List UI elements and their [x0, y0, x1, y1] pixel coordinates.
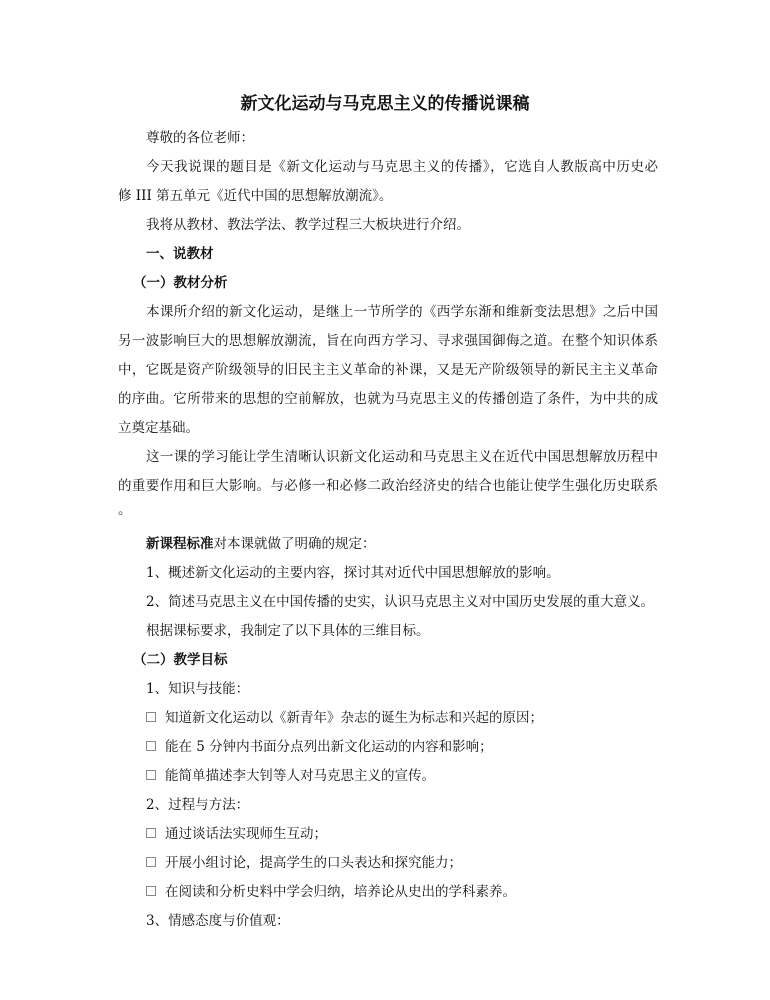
greeting: 尊敬的各位老师： [146, 130, 254, 146]
goal3-heading: 3、情感态度与价值观： [146, 913, 290, 929]
standard-line [146, 534, 376, 554]
para1-line-2: 另一波影响巨大的思想解放潮流，旨在向西方学习、寻求强国御侮之道。在整个知识体系 [118, 333, 658, 349]
intro-line-2: 修 III 第五单元《近代中国的思想解放潮流》。 [118, 188, 393, 204]
goal2-heading: 2、过程与方法： [146, 797, 250, 813]
section-heading-1: 一、说教材 [146, 246, 214, 262]
goal1-heading: 1、知识与技能： [146, 681, 250, 697]
para2-line-3: 。 [118, 502, 132, 518]
plan-text: 我将从教材、教法学法、教学过程三大板块进行介绍。 [146, 217, 470, 233]
list-item: 在阅读和分析史料中学会归纳，培养论从史出的学科素养。 [146, 882, 516, 902]
para1-line-5: 立奠定基础。 [118, 420, 199, 436]
list-item: 能简单描述李大钊等人对马克思主义的宣传。 [146, 766, 435, 786]
list-item: 能在 5 分钟内书面分点列出新文化运动的内容和影响； [146, 737, 493, 757]
checkbox-icon [146, 886, 156, 896]
intro-line-1: 今天我说课的题目是《新文化运动与马克思主义的传播》，它选自人教版高中历史必 [146, 159, 658, 175]
subsection-heading-1: （一）教材分析 [133, 275, 228, 291]
subsection-heading-2: （二）教学目标 [133, 652, 228, 668]
checkbox-icon [146, 712, 156, 722]
checkbox-icon [146, 828, 156, 838]
list-item: 开展小组讨论，提高学生的口头表达和探究能力； [146, 853, 462, 873]
para1-line-4: 的序曲。它所带来的思想的空前解放，也就为马克思主义的传播创造了条件，为中共的成 [118, 391, 658, 407]
list-item: 知道新文化运动以《新青年》杂志的诞生为标志和兴起的原因； [146, 708, 543, 728]
goals-intro: 根据课标要求，我制定了以下具体的三维目标。 [146, 623, 430, 639]
para1-line-3: 中，它既是资产阶级领导的旧民主主义革命的补课，又是无产阶级领导的新民主主义革命 [118, 362, 658, 378]
requirement-1: 1、概述新文化运动的主要内容，探讨其对近代中国思想解放的影响。 [146, 565, 560, 581]
para2-line-1: 这一课的学习能让学生清晰认识新文化运动和马克思主义在近代中国思想解放历程中 [146, 449, 658, 465]
standard-bold: 新课程标准 [146, 536, 214, 552]
checkbox-icon [146, 857, 156, 867]
list-item: 通过谈话法实现师生互动； [146, 824, 327, 844]
para1-line-1: 本课所介绍的新文化运动，是继上一节所学的《西学东渐和维新变法思想》之后中国 [146, 304, 658, 320]
document-title: 新文化运动与马克思主义的传播说课稿 [240, 94, 530, 114]
standard-rest: 对本课就做了明确的规定： [213, 536, 376, 552]
checkbox-icon [146, 770, 156, 780]
checkbox-icon [146, 741, 156, 751]
para2-line-2: 的重要作用和巨大影响。与必修一和必修二政治经济史的结合也能让使学生强化历史联系 [118, 478, 658, 494]
requirement-2: 2、简述马克思主义在中国传播的史实，认识马克思主义对中国历史发展的重大意义。 [146, 594, 655, 610]
